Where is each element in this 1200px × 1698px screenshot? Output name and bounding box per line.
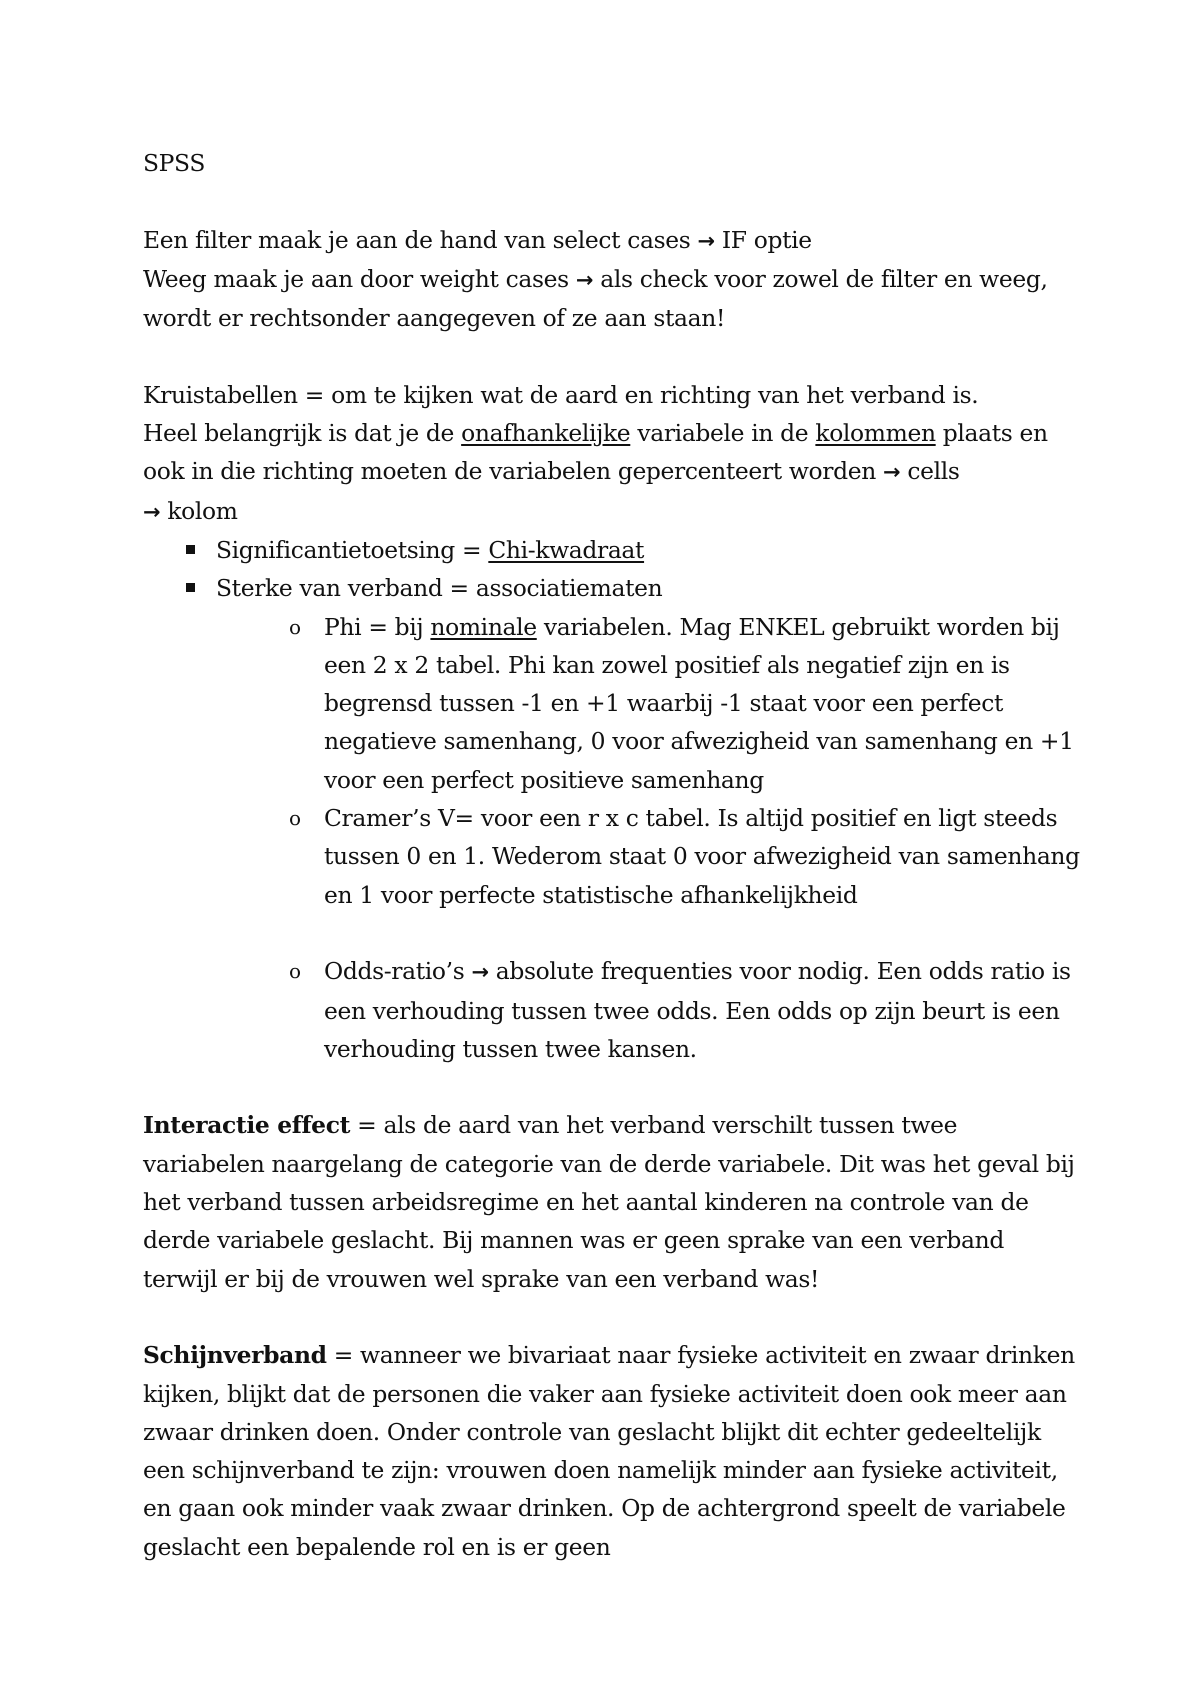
arrow-right-icon: →	[575, 267, 594, 292]
crosstab-text-a: Heel belangrijk is dat je de	[143, 419, 455, 448]
interaction-text: = als de aard van het verband verschilt tussen twee variabelen naargelang de categorie van de derde variabele. Dit was het geval bij het verband tussen arbeidsregime en het aantal kinderen na controle van de derde variabele geslacht. Bij mannen was er geen sprake van een verband terwijl er bij de vrouwen wel sprake van een verband was!	[143, 1111, 1075, 1293]
interaction-paragraph	[143, 1106, 1083, 1297]
sub-bullet-odds	[289, 952, 1083, 1068]
sub-bullet-list	[216, 608, 1083, 1069]
empty-bullet-spacer	[324, 914, 1083, 952]
nominal-term: nominale	[430, 612, 537, 641]
cramer-text: Cramer’s V= voor een r x c tabel. Is altijd positief en ligt steeds tussen 0 en 1. Wederom staat 0 voor afwezigheid van samenhang en 1 voor perfecte statistische afhankelijkheid	[324, 804, 1080, 909]
square-bullet-icon	[186, 583, 195, 592]
underlined-columns: kolommen	[815, 419, 936, 448]
document-title: SPSS	[143, 149, 205, 177]
circle-bullet-icon: o	[289, 959, 301, 984]
arrow-right-icon: →	[143, 499, 161, 524]
weight-paragraph	[143, 260, 1083, 338]
arrow-right-icon: →	[471, 960, 489, 985]
weight-text-start: Weeg maak je aan door weight cases	[143, 264, 569, 293]
spurious-paragraph	[143, 1336, 1083, 1566]
odds-text-a: Odds-ratio’s	[324, 957, 465, 986]
crosstab-text-e: kolom	[167, 496, 238, 525]
arrow-right-icon: →	[883, 460, 901, 485]
interaction-label: Interactie effect	[143, 1111, 351, 1140]
crosstab-text-b: variabele in de	[637, 419, 809, 448]
crosstab-text-c: plaats en ook in die richting moeten de variabelen gepercenteert worden	[143, 419, 1048, 486]
spurious-label: Schijnverband	[143, 1341, 327, 1370]
spurious-text: = wanneer we bivariaat naar fysieke activiteit en zwaar drinken kijken, blijkt dat de personen die vaker aan fysieke activiteit doen ook meer aan zwaar drinken doen. Onder controle van geslacht blijkt dit echter gedeeltelijk een schijnverband te zijn: vrouwen doen namelijk minder aan fysieke activiteit, en gaan ook minder vaak zwaar drinken. Op de achtergrond speelt de variabele geslacht een bepalende rol en is er geen	[143, 1341, 1075, 1561]
sub-bullet-cramer	[289, 799, 1083, 914]
weight-text-end: als check voor zowel de filter en weeg, wordt er rechtsonder aangegeven of ze aan staan!	[143, 264, 1048, 333]
circle-bullet-icon: o	[289, 614, 301, 639]
strength-text: Sterke van verband = associatiematen	[216, 574, 663, 603]
bullet-significance	[216, 531, 1083, 569]
square-bullet-icon	[186, 545, 195, 554]
chi-square-term: Chi-kwadraat	[488, 535, 645, 564]
document-body	[143, 144, 1083, 1566]
crosstab-text-d: cells	[907, 457, 960, 486]
arrow-right-icon: →	[697, 228, 715, 253]
sub-bullet-phi	[289, 608, 1083, 799]
crosstab-paragraph	[143, 414, 1083, 531]
phi-text-b: variabelen. Mag ENKEL gebruikt worden bij een 2 x 2 tabel. Phi kan zowel positief als negatief zijn en is begrensd tussen -1 en +1 waarbij -1 staat voor een perfect negatieve samenhang, 0 voor afwezigheid van samenhang en +1 voor een perfect positieve samenhang	[324, 612, 1074, 794]
crosstab-intro: Kruistabellen = om te kijken wat de aard en richting van het verband is.	[143, 380, 979, 409]
phi-text-a: Phi = bij	[324, 612, 424, 641]
significance-label: Significantietoetsing =	[216, 535, 482, 564]
bullet-list	[143, 531, 1083, 1068]
bullet-strength	[216, 569, 1083, 1068]
underlined-independent: onafhankelijke	[461, 419, 631, 448]
odds-text-b: absolute frequenties voor nodig. Een odds ratio is een verhouding tussen twee odds. Een odds op zijn beurt is een verhouding tussen twee kansen.	[324, 957, 1071, 1063]
filter-paragraph	[143, 221, 1083, 260]
filter-text-end: IF optie	[721, 225, 812, 254]
circle-bullet-icon: o	[289, 806, 301, 831]
filter-text: Een filter maak je aan de hand van select cases	[143, 225, 691, 254]
